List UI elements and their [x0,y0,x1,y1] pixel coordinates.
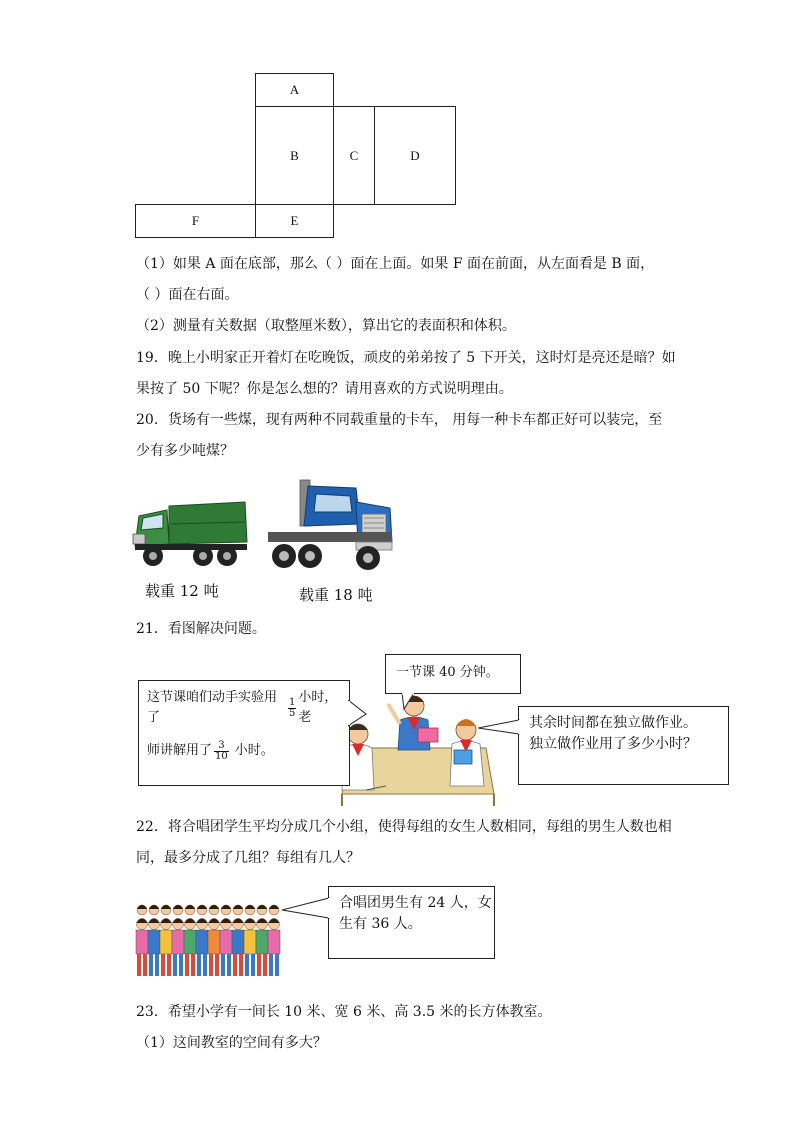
net-face-e: E [255,204,334,238]
fraction-one-fifth: $\frac{1}{5}$ [289,696,296,719]
q20-line2: 少有多少吨煤？ [136,443,234,459]
speech-bubble-choir: 合唱团男生有 24 人，女 生有 36 人。 [328,886,495,959]
q18-part2: （2）测量有关数据（取整厘米数），算出它的表面积和体积。 [136,318,516,334]
net-face-b: B [255,106,334,205]
truck1-caption: 载重 12 吨 [145,582,219,600]
q21-title: 21．看图解决问题。 [136,621,266,637]
speech-bubble-top: 一节课 40 分钟。 [385,654,521,694]
q18-part1-line1: （1）如果 A 面在底部，那么（ ）面在上面。如果 F 面在前面，从左面看是 B 面， [136,256,655,272]
q23-line1: 23．希望小学有一间长 10 米、宽 6 米、高 3.5 米的长方体教室。 [136,1004,552,1020]
q22-line1: 22．将合唱团学生平均分成几个小组，使得每组的女生人数相同，每组的男生人数也相 [136,819,672,835]
truck2-caption: 载重 18 吨 [299,586,373,604]
q18-part1-line2: （ ）面在右面。 [136,287,239,303]
semi-truck-image [264,476,396,578]
net-face-f: F [135,204,256,238]
net-face-c: C [333,106,375,205]
q23-part1: （1）这间教室的空间有多大？ [136,1035,327,1051]
q20-line1: 20．货场有一些煤，现有两种不同载重量的卡车， 用每一种卡车都正好可以装完，至 [136,412,663,428]
bubble-top-tail [400,693,420,711]
q19-line1: 19．晚上小明家正开着灯在吃晚饭，顽皮的弟弟按了 5 下开关，这时灯是亮还是暗？如 [136,350,676,366]
fraction-three-tenths: $\frac{3}{10}$ [215,739,228,762]
bubble-right-tail [478,718,520,738]
bubble-left-tail [348,700,368,730]
bubble-choir-tail [282,896,330,922]
q22-line2: 同，最多分成了几组？每组有几人？ [136,850,360,866]
dump-truck-image [131,494,249,572]
net-face-d: D [374,106,456,205]
net-face-a: A [255,73,334,107]
cube-net [0,0,794,240]
choir-illustration [134,898,286,980]
speech-bubble-left: 这节课咱们动手实验用了 $\frac{1}{5}$ 小时，老 师讲解用了 $\frac{3}{10}$ 小时。 [138,680,350,786]
q19-line2: 果按了 50 下呢？你是怎么想的？请用喜欢的方式说明理由。 [136,381,513,397]
speech-bubble-right: 其余时间都在独立做作业。 独立做作业用了多少小时？ [518,706,729,785]
